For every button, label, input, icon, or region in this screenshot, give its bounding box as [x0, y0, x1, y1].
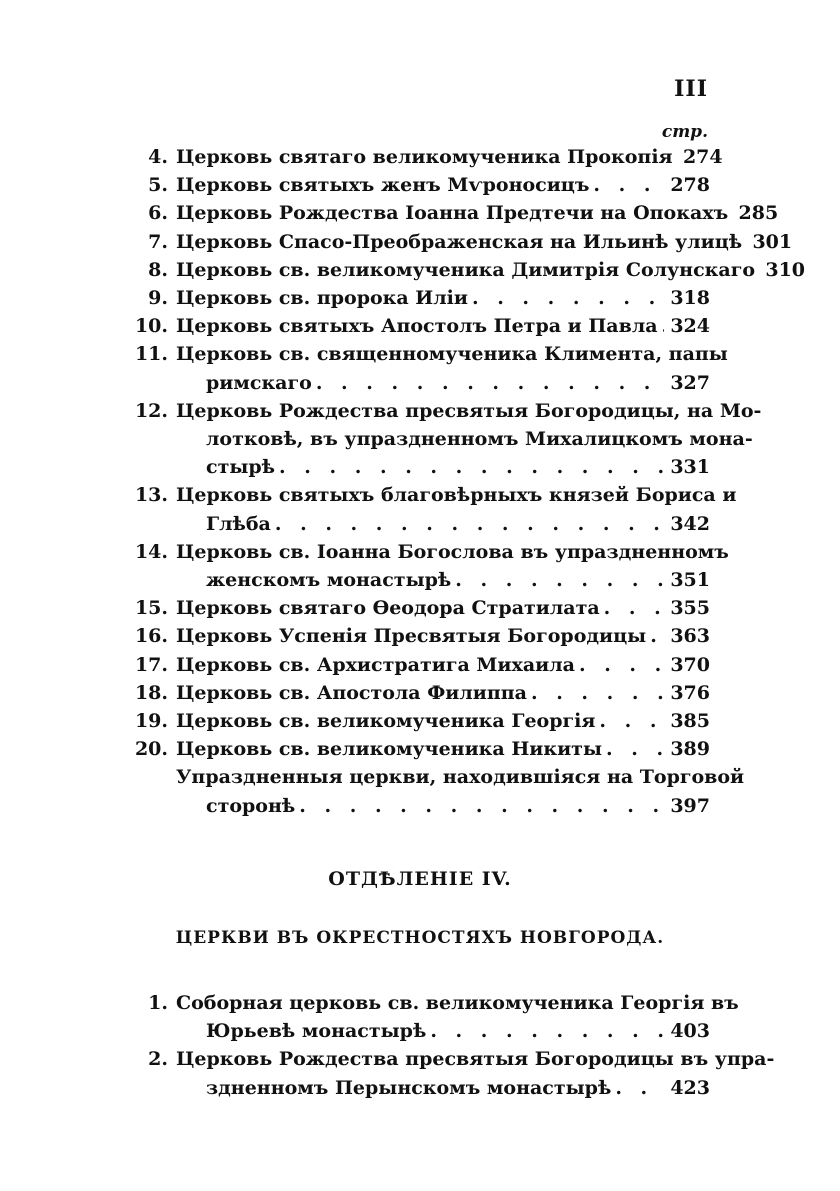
- toc-entry-page: 278: [670, 174, 710, 197]
- toc-entry: [120, 284, 710, 312]
- toc-entry-title-line: лотковѣ, въ упраздненномъ Михалицкомъ мона-: [206, 428, 753, 451]
- toc-entry-number: 7.: [148, 230, 168, 253]
- toc-entry-page: 342: [670, 512, 710, 535]
- toc-entry-title-line: Церковь святыхъ Апостолъ Петра и Павла: [176, 315, 658, 338]
- toc-entry: [120, 538, 729, 594]
- toc-entry-title-line: Церковь святыхъ женъ Мѵроносицъ: [176, 174, 590, 197]
- toc-entry-title-line: женскомъ монастырѣ: [206, 569, 452, 592]
- toc-entry: [120, 1045, 775, 1101]
- toc-entry-title-line: Юрьевѣ монастырѣ: [206, 1020, 427, 1043]
- page-number: III: [674, 76, 708, 102]
- toc-entry-page: 331: [670, 456, 710, 479]
- toc-entry: [120, 397, 762, 482]
- toc-entry-title-line: Глѣба: [206, 512, 271, 535]
- toc-entry-page: 403: [670, 1020, 710, 1043]
- toc-entry-page: 355: [670, 597, 710, 620]
- toc-entry-page: 285: [738, 202, 779, 225]
- toc-entry: [120, 171, 710, 199]
- toc-entry: [120, 679, 710, 707]
- toc-entry-title-line: Церковь св. Архистратига Михаила: [176, 653, 575, 676]
- toc-entry-page: 318: [670, 287, 710, 310]
- toc-entry-number: 6.: [148, 202, 168, 225]
- toc-entry-title-line: Церковь Рождества Іоанна Предтечи на Опокахъ: [176, 202, 729, 225]
- toc-leader-dots: [579, 651, 664, 679]
- toc-entry-number: 4.: [148, 146, 168, 168]
- section-subtitle: ЦЕРКВИ ВЪ ОКРЕСТНОСТЯХЪ НОВГОРОДА.: [175, 928, 665, 948]
- toc-leader-dots: [455, 566, 664, 594]
- toc-entry: [120, 312, 710, 340]
- toc-entry-page: 370: [670, 653, 710, 676]
- toc-leader-dots: [275, 510, 664, 538]
- toc-entry-page: 423: [670, 1076, 710, 1099]
- toc-entry-title-line: здненномъ Перынскомъ монастырѣ: [206, 1076, 612, 1099]
- toc-leader-dots: [604, 594, 664, 622]
- toc-entry-title-line: Церковь св. Іоанна Богослова въ упраздненномъ: [176, 540, 729, 563]
- toc-entry-title-line: римскаго: [206, 371, 312, 394]
- toc-entry-number: 14.: [134, 540, 168, 563]
- toc-entry: [120, 651, 710, 679]
- toc-entry-title-line: Церковь Рождества пресвятыя Богородицы, на Мо-: [176, 399, 762, 422]
- toc-leader-dots: [662, 312, 664, 340]
- toc-entry-page: 376: [670, 681, 710, 704]
- toc-entry-number: 17.: [134, 653, 168, 676]
- section-title: ОТДѢЛЕНІЕ IV.: [328, 868, 512, 890]
- toc-entry-title-line: Церковь св. пророка Иліи: [176, 287, 468, 310]
- toc-entry-page: 274: [682, 146, 723, 168]
- toc-list-top: [120, 143, 806, 820]
- toc-leader-dots: [599, 707, 664, 735]
- toc-entry-page: 363: [670, 625, 710, 648]
- toc-entry-title-line: Церковь св. великомученика Георгія: [176, 710, 596, 733]
- toc-leader-dots: [430, 1017, 664, 1045]
- toc-entry-title-line: Церковь св. священномученика Климента, папы: [176, 343, 728, 366]
- toc-entry-page: 301: [752, 230, 793, 253]
- toc-entry-number: 13.: [134, 484, 168, 507]
- toc-entry-number: 15.: [134, 597, 168, 620]
- toc-entry-title-line: сторонѣ: [206, 794, 296, 817]
- toc-entry-title-line: Церковь св. великомученика Димитрія Солунскаго: [176, 258, 756, 281]
- toc-leader-dots: [615, 1074, 664, 1102]
- toc-entry-number: 1.: [148, 992, 168, 1014]
- toc-entry: [120, 707, 710, 735]
- toc-entry-title-line: стырѣ: [206, 456, 276, 479]
- toc-entry-title-line: Церковь святыхъ благовѣрныхъ князей Бориса и: [176, 484, 737, 507]
- toc-entry: [120, 481, 737, 537]
- toc-entry: [120, 340, 728, 396]
- toc-leader-dots: [650, 622, 664, 650]
- toc-leader-dots: [606, 735, 664, 763]
- toc-entry-number: 18.: [134, 681, 168, 704]
- toc-entry-title-line: Соборная церковь св. великомученика Георгія въ: [176, 992, 739, 1014]
- toc-entry: [120, 228, 793, 256]
- toc-entry-title-line: Церковь Рождества пресвятыя Богородицы въ упра-: [176, 1048, 775, 1071]
- toc-entry-title-line: Упраздненныя церкви, находившіяся на Торговой: [176, 766, 745, 789]
- toc-entry: [120, 735, 710, 763]
- toc-entry: [120, 143, 723, 171]
- page-column-header: стр.: [661, 122, 708, 142]
- toc-leader-dots: [531, 679, 664, 707]
- toc-entry-title-line: Церковь Успенія Пресвятыя Богородицы: [176, 625, 647, 648]
- toc-entry-number: 2.: [148, 1048, 168, 1071]
- toc-leader-dots: [316, 369, 664, 397]
- toc-leader-dots: [593, 171, 664, 199]
- toc-entry: [120, 763, 745, 819]
- toc-entry-page: 389: [670, 738, 710, 761]
- toc-entry-page: 310: [765, 258, 806, 281]
- toc-entry-title-line: Церковь святаго Ѳеодора Стратилата: [176, 597, 600, 620]
- toc-entry-number: 20.: [134, 738, 168, 761]
- toc-entry-page: 385: [670, 710, 710, 733]
- toc-entry-number: 19.: [134, 710, 168, 733]
- toc-entry-number: 8.: [148, 258, 168, 281]
- toc-entry: [120, 622, 710, 650]
- toc-entry-title-line: Церковь св. Апостола Филиппа: [176, 681, 527, 704]
- toc-entry-page: 327: [670, 371, 710, 394]
- toc-entry: [120, 256, 806, 284]
- toc-entry-number: 9.: [148, 287, 168, 310]
- toc-entry-number: 10.: [134, 315, 168, 338]
- toc-entry-title-line: Церковь Спасо-Преображенская на Ильинѣ улицѣ: [176, 230, 743, 253]
- toc-entry-title-line: Церковь святаго великомученика Прокопія: [176, 146, 673, 168]
- toc-leader-dots: [472, 284, 664, 312]
- toc-entry-number: 11.: [134, 343, 168, 366]
- toc-list-bottom: [120, 989, 775, 1102]
- toc-entry: [120, 199, 779, 227]
- toc-leader-dots: [279, 453, 664, 481]
- toc-entry-number: 12.: [134, 399, 168, 422]
- toc-entry: [120, 989, 739, 1045]
- toc-leader-dots: [299, 792, 664, 820]
- toc-entry: [120, 594, 710, 622]
- toc-entry-title-line: Церковь св. великомученика Никиты: [176, 738, 602, 761]
- toc-entry-page: 351: [670, 569, 710, 592]
- toc-entry-number: 16.: [134, 625, 168, 648]
- toc-entry-page: 397: [670, 794, 710, 817]
- toc-entry-number: 5.: [148, 174, 168, 197]
- toc-entry-page: 324: [670, 315, 710, 338]
